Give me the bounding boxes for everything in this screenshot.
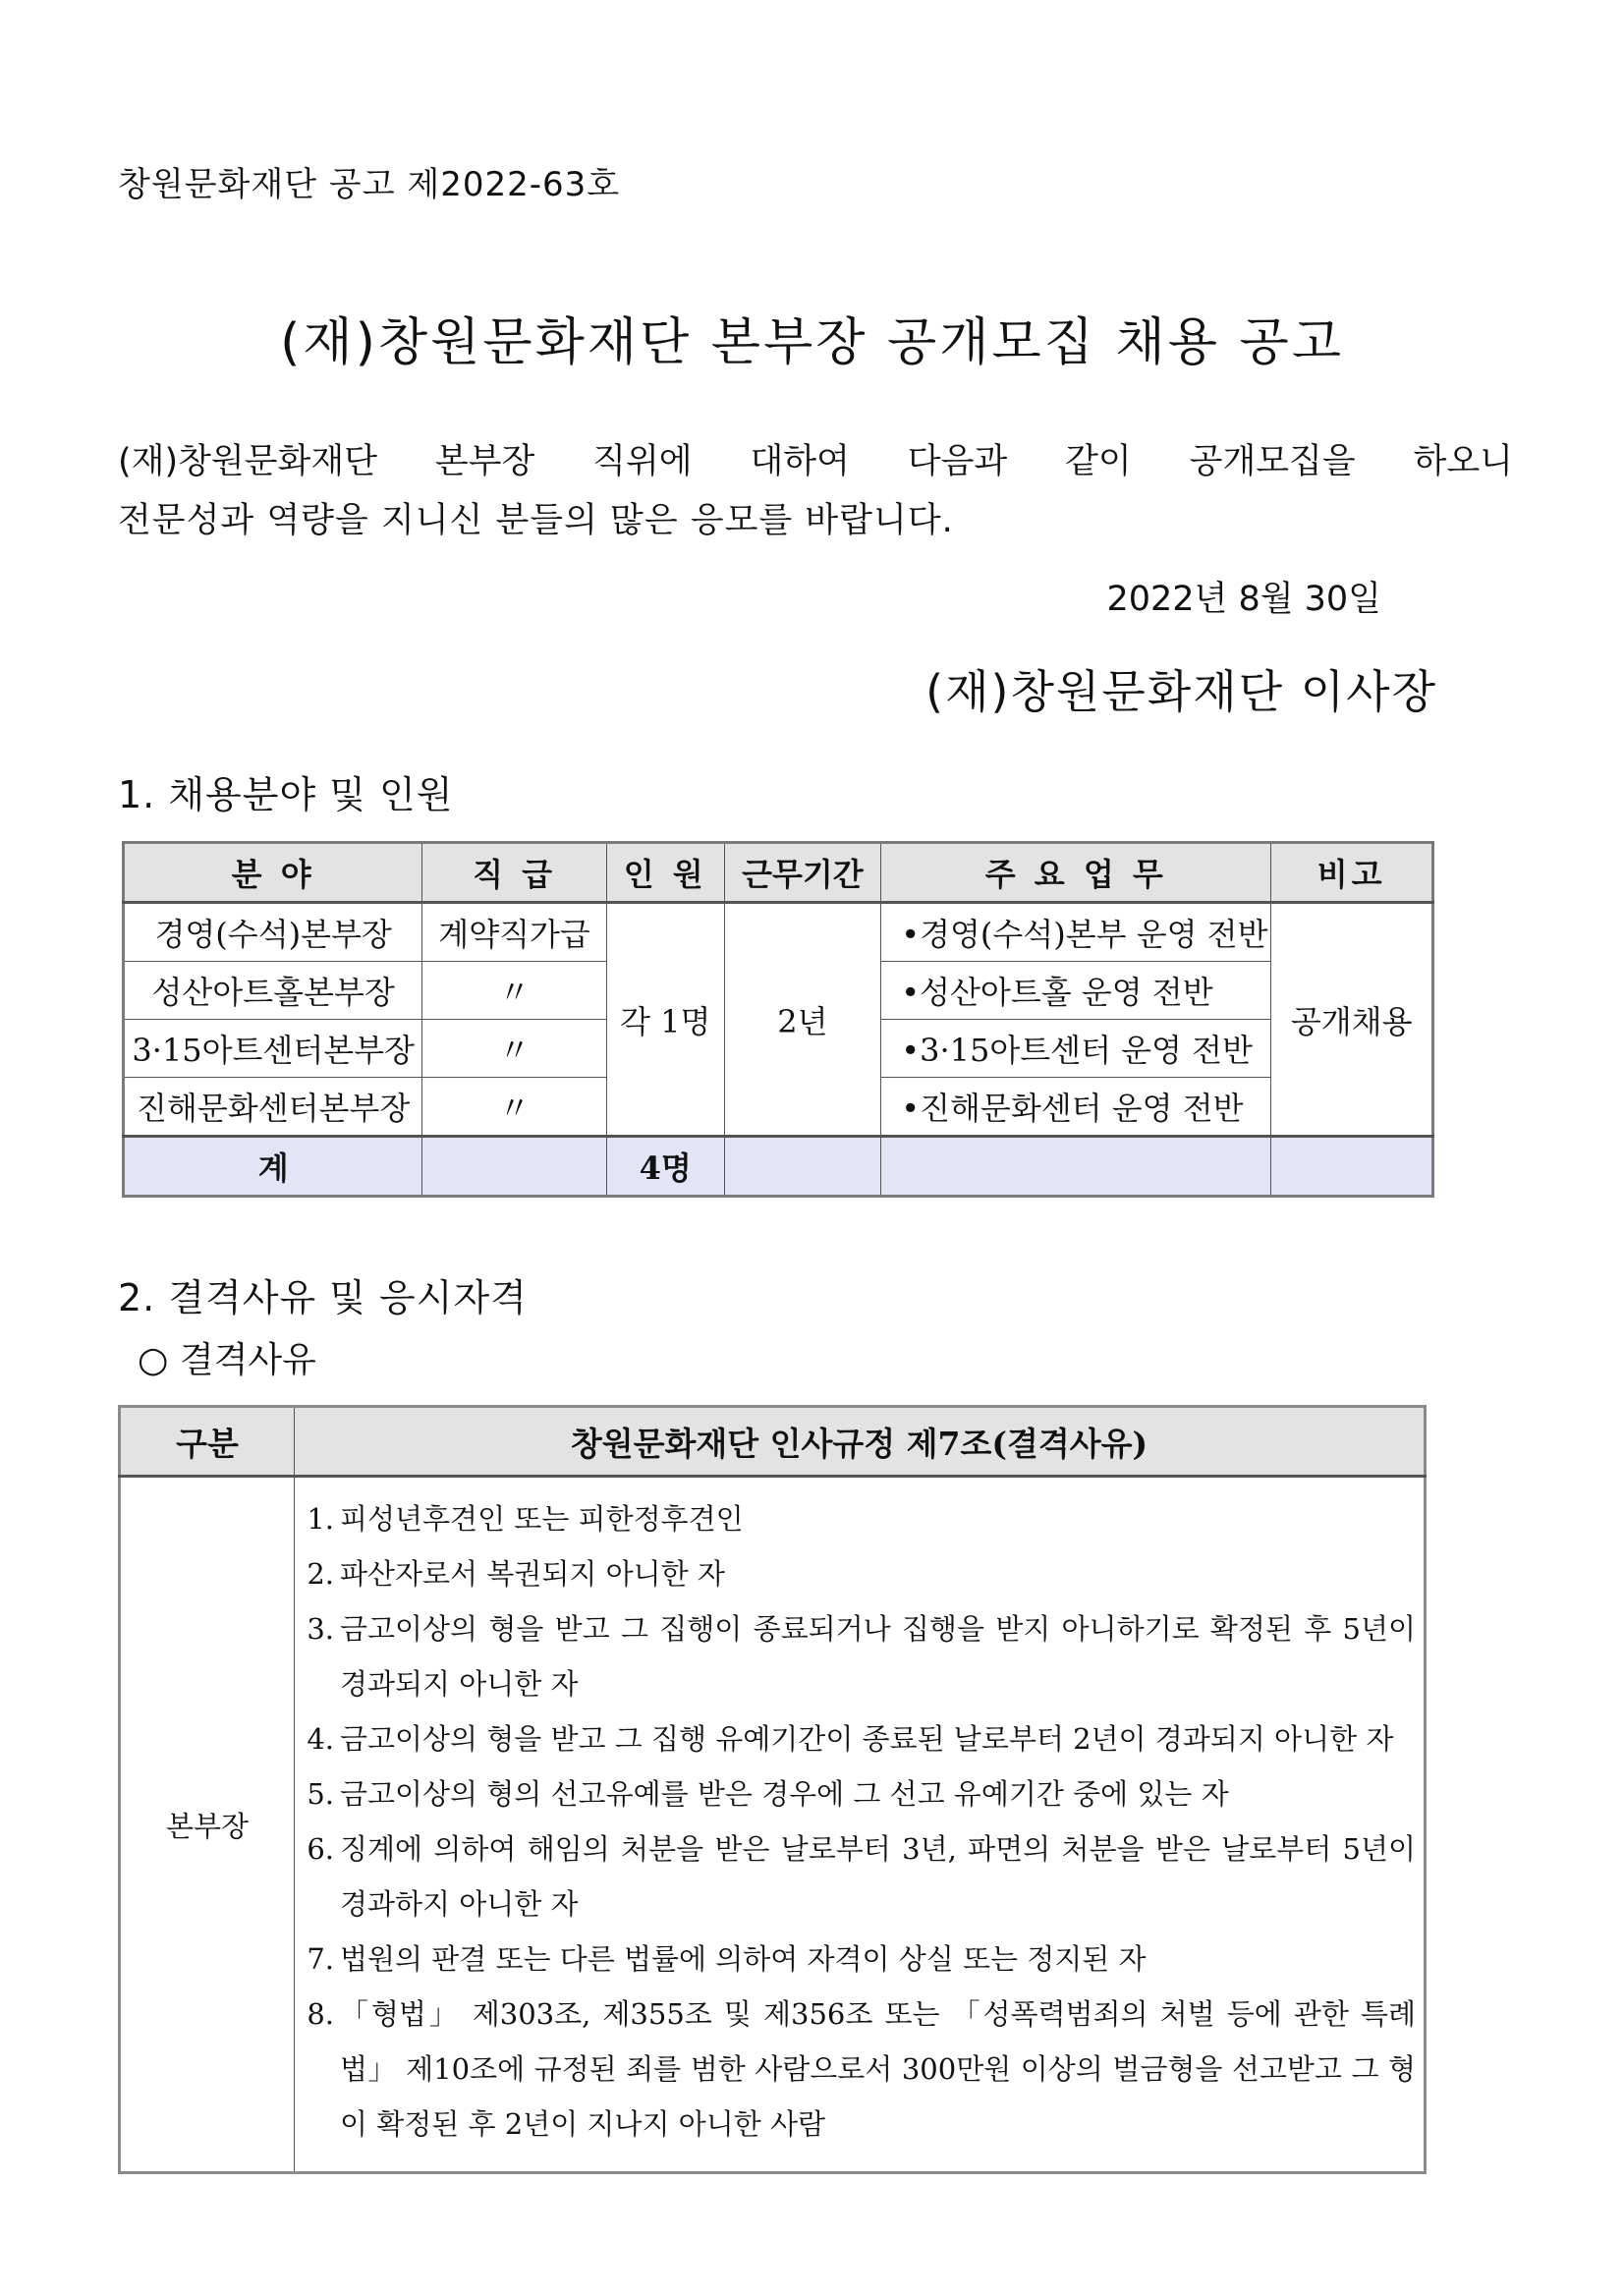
notice-number: 창원문화재단 공고 제2022-63호 [118,165,621,204]
notice-date: 2022년 8월 30일 [1106,580,1381,619]
disqualification-list [295,1491,1416,2152]
item-text: 금고이상의 형의 선고유예를 받은 경우에 그 선고 유예기간 중에 있는 자 [340,1777,1229,1811]
item-number: 6. [307,1832,334,1866]
item-text: 「형법」 제303조, 제355조 및 제356조 또는 「성폭력범죄의 처벌 등에 관한 특례법」 제10조에 규정된 죄를 범한 사람으로서 300만원 이상의 벌금형을 선고받고 그 형이 확정된 후 2년이 지나지 아니한 사람 [340,1997,1416,2141]
col-header-duties: 주 요 업 무 [881,843,1271,903]
item-text: 파산자로서 복권되지 아니한 자 [340,1557,725,1591]
recruitment-table [122,841,1434,1198]
col-header-grade: 직 급 [422,843,607,903]
total-count: 4명 [606,1137,724,1197]
col-header-note: 비고 [1271,843,1433,903]
field-cell: 경영(수석)본부장 [124,903,422,962]
grade-cell: 〃 [422,1078,607,1137]
list-item [295,1601,1416,1711]
table-header-row [124,843,1433,903]
item-text: 금고이상의 형을 받고 그 집행이 종료되거나 집행을 받지 아니하기로 확정된 후 5년이 경과되지 아니한 자 [340,1612,1416,1701]
list-item [295,1932,1416,1987]
rules-cell [295,1477,1426,2173]
section-2-heading: 2. 결격사유 및 응시자격 [118,1276,528,1319]
item-number: 2. [307,1557,334,1591]
list-item [295,1821,1416,1932]
category-cell: 본부장 [120,1477,295,2173]
page-title: (재)창원문화재단 본부장 공개모집 채용 공고 [280,313,1344,372]
item-number: 4. [307,1722,334,1756]
field-cell: 성산아트홀본부장 [124,962,422,1020]
duty-cell: •경영(수석)본부 운영 전반 [881,903,1271,962]
total-label: 계 [124,1137,422,1197]
total-empty [1271,1137,1433,1197]
item-number: 1. [307,1502,334,1536]
section-1-heading: 1. 채용분야 및 인원 [118,773,454,816]
total-empty [881,1137,1271,1197]
subsection-heading: ○ 결격사유 [138,1340,316,1380]
item-text: 금고이상의 형을 받고 그 집행 유예기간이 종료된 날로부터 2년이 경과되지 아니한 자 [340,1722,1394,1756]
headcount-cell: 각 1명 [606,903,724,1137]
item-number: 5. [307,1777,334,1811]
disqualification-table [118,1405,1427,2174]
list-item [295,1546,1416,1601]
item-number: 7. [307,1942,334,1976]
total-row [124,1137,1433,1197]
intro-line-1: (재)창원문화재단 본부장 직위에 대하여 다음과 같이 공개모집을 하오니 [118,442,1513,481]
grade-cell: 〃 [422,962,607,1020]
col-header-field: 분 야 [124,843,422,903]
item-text: 징계에 의하여 해임의 처분을 받은 날로부터 3년, 파면의 처분을 받은 날로부터 5년이 경과하지 아니한 자 [340,1832,1416,1921]
item-number: 3. [307,1612,334,1646]
item-number: 8. [307,1997,334,2031]
total-empty [724,1137,881,1197]
item-text: 법원의 판결 또는 다른 법률에 의하여 자격이 상실 또는 정지된 자 [340,1942,1147,1976]
intro-paragraph [118,432,1513,550]
duty-cell: •성산아트홀 운영 전반 [881,962,1271,1020]
note-cell: 공개채용 [1271,903,1433,1137]
col-header-headcount: 인 원 [606,843,724,903]
item-text: 피성년후견인 또는 피한정후견인 [340,1502,744,1536]
list-item [295,1491,1416,1546]
table-header-row [120,1407,1426,1477]
duty-cell: •진해문화센터 운영 전반 [881,1078,1271,1137]
list-item [295,1987,1416,2152]
intro-line-2: 전문성과 역량을 지니신 분들의 많은 응모를 바랍니다. [118,501,954,540]
field-cell: 3·15아트센터본부장 [124,1020,422,1078]
total-empty [422,1137,607,1197]
period-cell: 2년 [724,903,881,1137]
duty-cell: •3·15아트센터 운영 전반 [881,1020,1271,1078]
col-header-period: 근무기간 [724,843,881,903]
grade-cell: 〃 [422,1020,607,1078]
table-row [124,903,1433,962]
col-header-category: 구분 [120,1407,295,1477]
table-row [120,1477,1426,2173]
signer: (재)창원문화재단 이사장 [925,665,1437,718]
list-item [295,1766,1416,1821]
field-cell: 진해문화센터본부장 [124,1078,422,1137]
col-header-rule: 창원문화재단 인사규정 제7조(결격사유) [295,1407,1426,1477]
grade-cell: 계약직가급 [422,903,607,962]
list-item [295,1711,1416,1766]
